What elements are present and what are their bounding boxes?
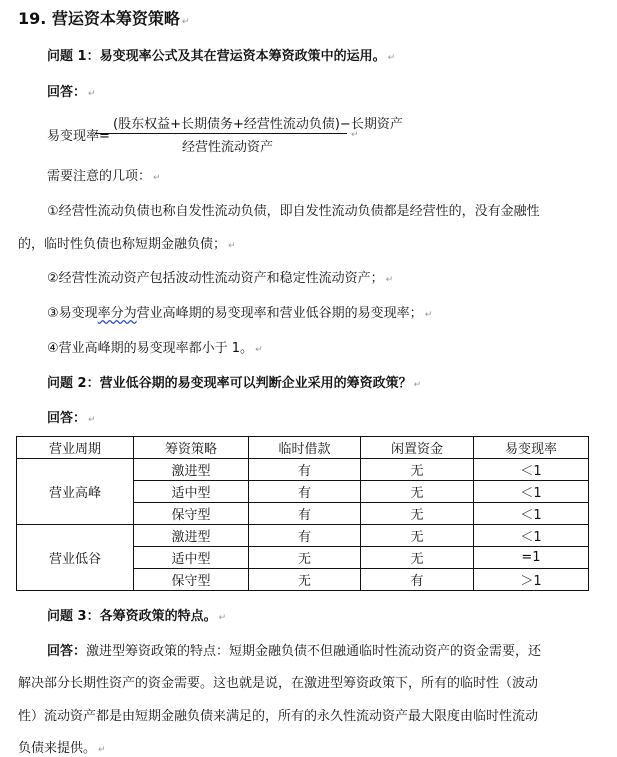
answer-2-label <box>47 407 96 426</box>
table-cell: 适中型 <box>134 547 249 569</box>
note-3 <box>47 302 432 321</box>
answer-1-label <box>47 81 96 100</box>
table-header-row <box>17 437 589 459</box>
table-cell: 适中型 <box>134 481 249 503</box>
question-3 <box>47 605 226 624</box>
table-cell: 无 <box>361 459 474 481</box>
answer-3-line-3: 性）流动资产都是由短期金融负债来满足的，所有的永久性流动资产最大限度由临时性流动 <box>18 709 539 724</box>
table-cell: 无 <box>249 547 361 569</box>
table-cell: 无 <box>361 503 474 525</box>
table-cell: 激进型 <box>134 525 249 547</box>
header-cell: 营业周期 <box>17 437 134 459</box>
paragraph-mark-icon: ↵ <box>351 130 359 140</box>
period-cell: 营业低谷 <box>17 525 134 591</box>
paragraph-mark-icon: ↵ <box>181 17 190 27</box>
question-3-text: 问题 3：各筹资政策的特点。 <box>47 609 217 624</box>
paragraph-mark-icon: ↵ <box>88 89 96 99</box>
note-2 <box>47 267 393 286</box>
paragraph-mark-icon: ↵ <box>255 345 263 355</box>
question-1-text: 问题 1：易变现率公式及其在营运资本筹资政策中的运用。 <box>47 49 386 64</box>
note-1-line-1: ①经营性流动负债也称自发性流动负债，即自发性流动负债都是经营性的，没有金融性 <box>47 204 540 219</box>
header-cell: 筹资策略 <box>134 437 249 459</box>
note-4-text: ④营业高峰期的易变现率都小于 1。 <box>47 341 254 356</box>
table-cell: ＜1 <box>474 459 589 481</box>
formula-numerator: (股东权益+长期债务+经营性流动负债)−长期资产 <box>113 117 403 132</box>
section-title <box>18 6 189 29</box>
table-cell: 激进型 <box>134 459 249 481</box>
notes-heading <box>47 165 161 184</box>
paragraph-mark-icon: ↵ <box>153 173 161 183</box>
answer-label-text: 回答： <box>47 411 87 426</box>
table-cell: 有 <box>249 525 361 547</box>
table-cell: ＜1 <box>474 503 589 525</box>
paragraph-mark-icon: ↵ <box>387 53 396 63</box>
table-cell: ＜1 <box>474 481 589 503</box>
table-cell: ＜1 <box>474 525 589 547</box>
table-cell: ＞1 <box>474 569 589 591</box>
answer-3-text: 激进型筹资政策的特点：短期金融负债不但融通临时性流动资产的资金需要，还 <box>86 644 542 659</box>
paragraph-mark-icon: ↵ <box>228 241 236 251</box>
question-2 <box>47 372 421 391</box>
table-cell: 无 <box>361 525 474 547</box>
table-cell: 保守型 <box>134 569 249 591</box>
period-cell: 营业高峰 <box>17 459 134 525</box>
table-cell: 有 <box>249 481 361 503</box>
paragraph-mark-icon: ↵ <box>218 613 227 623</box>
table-row <box>17 459 589 481</box>
notes-heading-text: 需要注意的几项： <box>47 169 152 184</box>
answer-3-line-4-text: 负债来提供。 <box>18 741 97 756</box>
paragraph-mark-icon: ↵ <box>413 380 422 390</box>
paragraph-mark-icon: ↵ <box>385 275 394 285</box>
answer-3-line-4 <box>18 737 106 756</box>
note-2-text: ②经营性流动资产包括波动性流动资产和稳定性流动资产； <box>47 271 384 286</box>
table-cell: 无 <box>361 481 474 503</box>
spellcheck-underlined-text: 率分为 <box>97 306 137 321</box>
table-cell: 有 <box>361 569 474 591</box>
question-2-text: 问题 2：营业低谷期的易变现率可以判断企业采用的筹资政策？ <box>47 376 412 391</box>
table-row <box>17 525 589 547</box>
paragraph-mark-icon: ↵ <box>88 415 96 425</box>
table-cell: 有 <box>249 503 361 525</box>
paragraph-mark-icon: ↵ <box>98 745 106 755</box>
note-1-line-2 <box>18 233 236 252</box>
fraction-bar <box>95 133 347 134</box>
header-cell: 易变现率 <box>474 437 589 459</box>
note-1-line-2-text: 的，临时性负债也称短期金融负债； <box>18 237 227 252</box>
table-cell: =1 <box>474 547 589 569</box>
note-3-text-a: ③易变现 <box>47 306 98 321</box>
section-title-text: 19. 营运资本筹资策略 <box>18 9 180 28</box>
header-cell: 闲置资金 <box>361 437 474 459</box>
answer-label-text: 回答： <box>47 644 87 659</box>
note-3-text-b: 营业高峰期的易变现率和营业低谷期的易变现率； <box>136 306 423 321</box>
answer-3-line-1 <box>47 640 541 659</box>
financing-policy-table <box>16 436 589 591</box>
formula-lhs: 易变现率= <box>47 129 110 144</box>
table-cell: 保守型 <box>134 503 249 525</box>
table-cell: 无 <box>249 569 361 591</box>
table-cell: 有 <box>249 459 361 481</box>
header-cell: 临时借款 <box>249 437 361 459</box>
note-4 <box>47 337 263 356</box>
paragraph-mark-icon: ↵ <box>424 310 433 320</box>
question-1 <box>47 45 395 64</box>
table-cell: 无 <box>361 547 474 569</box>
answer-3-line-2: 解决部分长期性资产的资金需要。这也就是说，在激进型筹资政策下，所有的临时性（波动 <box>18 676 539 691</box>
formula-denominator: 经营性流动资产 <box>182 140 274 155</box>
answer-label-text: 回答： <box>47 85 87 100</box>
